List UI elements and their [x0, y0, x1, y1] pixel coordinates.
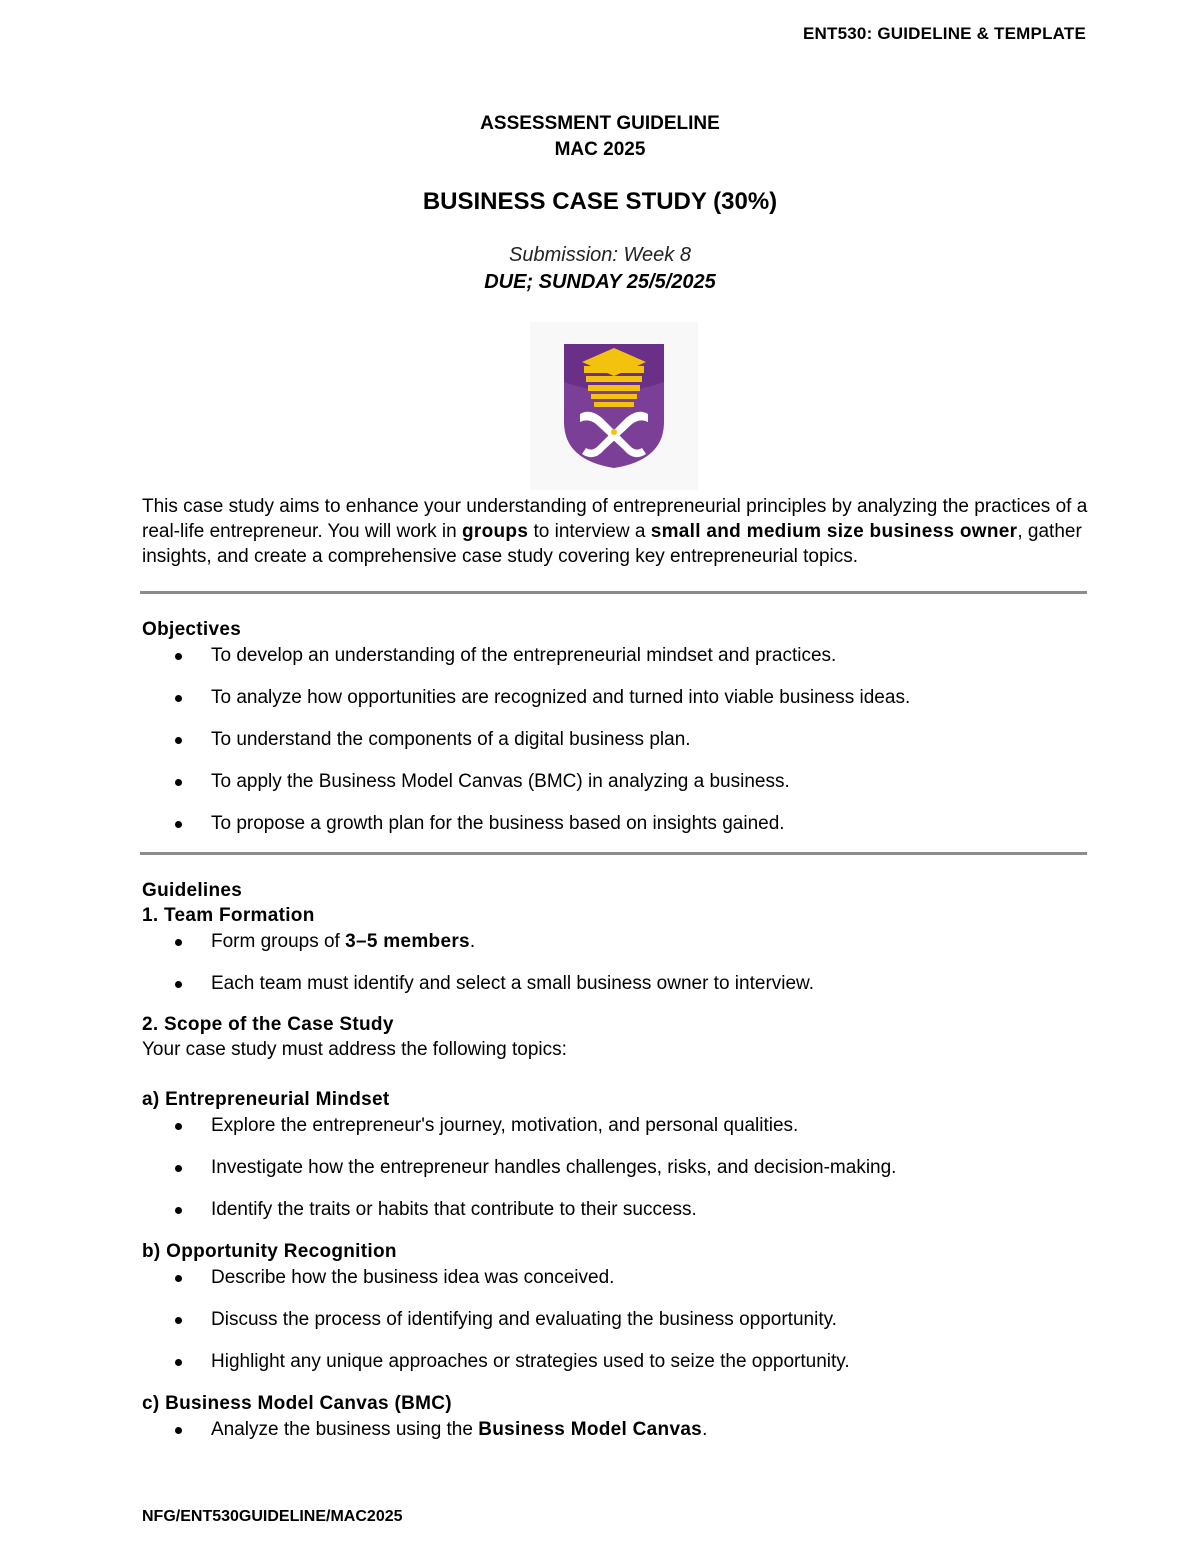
list-item-text: To apply the Business Model Canvas (BMC) in analyzing a business.	[211, 771, 790, 792]
list-item-text: To propose a growth plan for the business based on insights gained.	[211, 813, 785, 834]
list-item	[170, 971, 1090, 1013]
bmc-list	[170, 1417, 1090, 1459]
divider	[140, 852, 1087, 855]
bullet-icon	[175, 939, 182, 946]
intro-paragraph	[142, 494, 1092, 569]
university-logo	[530, 322, 698, 490]
bullet-icon	[175, 737, 182, 744]
list-item-text: Describe how the business idea was conceived.	[211, 1267, 615, 1288]
list-item-text: .	[702, 1419, 708, 1440]
semester-label: MAC 2025	[554, 139, 646, 160]
running-header: ENT530: GUIDELINE & TEMPLATE	[803, 24, 1086, 43]
guidelines-heading: Guidelines	[142, 880, 243, 901]
footer-doc-code: NFG/ENT530GUIDELINE/MAC2025	[142, 1508, 403, 1525]
bullet-icon	[175, 1427, 182, 1434]
assessment-guideline-title: ASSESSMENT GUIDELINE	[480, 113, 720, 134]
list-item-text: Identify the traits or habits that contribute to their success.	[211, 1199, 697, 1220]
list-item-text: .	[469, 931, 476, 952]
opportunity-heading: b) Opportunity Recognition	[142, 1241, 397, 1262]
list-item	[170, 1265, 1090, 1307]
list-item	[170, 1197, 1090, 1239]
list-item	[170, 769, 1090, 811]
intro-text-3: , gather insights, and create a comprehensive case study covering key entrepreneurial topics.	[142, 521, 1082, 567]
list-item-text: Discuss the process of identifying and evaluating the business opportunity.	[211, 1309, 837, 1330]
bullet-icon	[175, 1275, 182, 1282]
intro-bold-groups: groups	[462, 521, 529, 542]
list-item	[170, 1417, 1090, 1459]
list-item	[170, 1155, 1090, 1197]
team-formation-list	[170, 929, 1090, 1013]
bullet-icon	[175, 1165, 182, 1172]
bullet-icon	[175, 1317, 182, 1324]
intro-text-1: This case study aims to enhance your understanding of entrepreneurial principles by analyzing the practices of a real-life entrepreneur. You will work in	[142, 496, 1088, 542]
list-item-bold: 3–5 members	[345, 931, 470, 952]
divider	[140, 591, 1087, 594]
list-item-text: Explore the entrepreneur's journey, motivation, and personal qualities.	[211, 1115, 799, 1136]
list-item-bold: Business Model Canvas	[478, 1419, 703, 1440]
list-item-text: To understand the components of a digital business plan.	[211, 729, 691, 750]
team-formation-heading: 1. Team Formation	[142, 905, 315, 926]
submission-week: Submission: Week 8	[509, 244, 691, 266]
bullet-icon	[175, 779, 182, 786]
bullet-icon	[175, 1207, 182, 1214]
intro-text-2: to interview a	[528, 521, 651, 542]
due-date: DUE; SUNDAY 25/5/2025	[484, 271, 716, 293]
list-item-text: To analyze how opportunities are recognized and turned into viable business ideas.	[211, 687, 911, 708]
list-item	[170, 643, 1090, 685]
scope-heading: 2. Scope of the Case Study	[142, 1014, 394, 1035]
bullet-icon	[175, 981, 182, 988]
list-item	[170, 1307, 1090, 1349]
list-item-text: Highlight any unique approaches or strategies used to seize the opportunity.	[211, 1351, 850, 1372]
list-item	[170, 685, 1090, 727]
list-item-text: Analyze the business using the	[211, 1419, 479, 1440]
list-item	[170, 811, 1090, 853]
list-item	[170, 1349, 1090, 1391]
objectives-list	[170, 643, 1090, 853]
list-item	[170, 929, 1090, 971]
list-item-text: Form groups of	[211, 931, 346, 952]
list-item-text: Investigate how the entrepreneur handles challenges, risks, and decision-making.	[211, 1157, 897, 1178]
list-item-text: To develop an understanding of the entrepreneurial mindset and practices.	[211, 645, 837, 666]
bullet-icon	[175, 1123, 182, 1130]
mindset-list	[170, 1113, 1090, 1239]
bullet-icon	[175, 695, 182, 702]
page-title: BUSINESS CASE STUDY (30%)	[422, 188, 778, 215]
objectives-heading: Objectives	[142, 619, 242, 640]
opportunity-list	[170, 1265, 1090, 1391]
bullet-icon	[175, 1359, 182, 1366]
list-item	[170, 727, 1090, 769]
list-item-text: Each team must identify and select a small business owner to interview.	[211, 973, 815, 994]
list-item	[170, 1113, 1090, 1155]
bmc-heading: c) Business Model Canvas (BMC)	[142, 1393, 452, 1414]
bullet-icon	[175, 821, 182, 828]
scope-intro: Your case study must address the following topics:	[142, 1039, 567, 1060]
intro-bold-owner: small and medium size business owner	[650, 521, 1018, 542]
bullet-icon	[175, 653, 182, 660]
logo-shield-icon	[530, 322, 698, 490]
mindset-heading: a) Entrepreneurial Mindset	[142, 1089, 390, 1110]
